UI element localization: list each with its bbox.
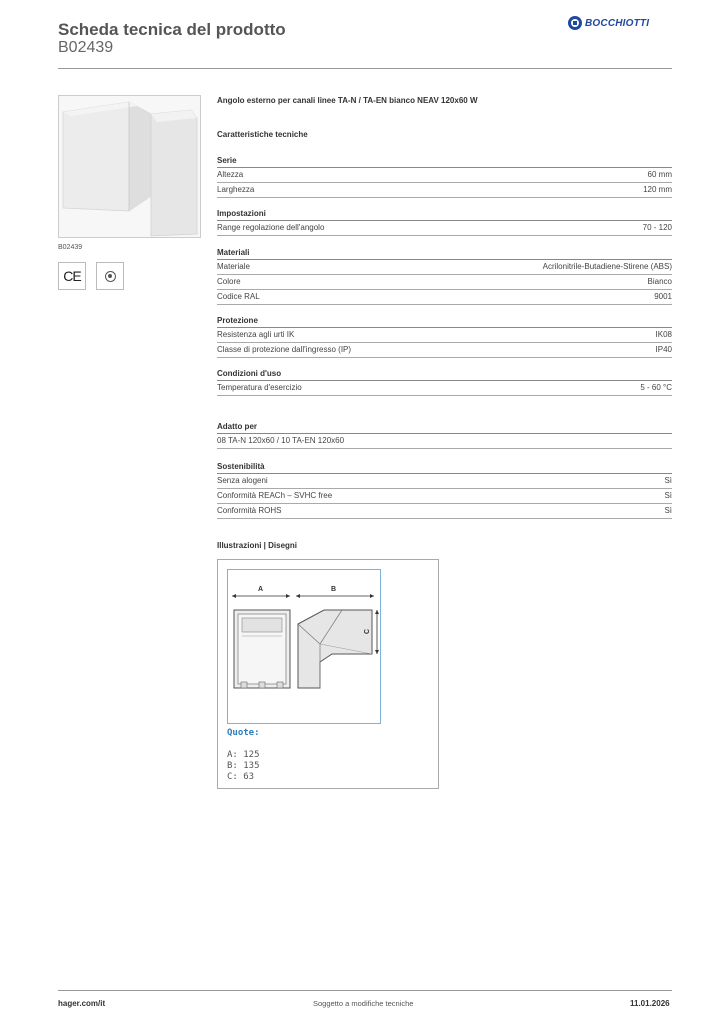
- corner-duct-photo: [58, 95, 201, 238]
- logo-text: BOCCHIOTTI: [585, 17, 650, 29]
- imq-mark-icon: [105, 271, 116, 282]
- spec-label: Classe di protezione dall'ingresso (IP): [217, 345, 352, 354]
- corner-duct-photo-icon: [59, 96, 200, 237]
- quote-line: A: 125: [227, 750, 260, 760]
- illustrations-heading: Illustrazioni | Disegni: [217, 541, 298, 550]
- bocchiotti-logo-icon: [568, 16, 582, 30]
- spec-value: IK08: [655, 330, 672, 339]
- spec-row: [217, 381, 672, 396]
- dimension-label-a: A: [258, 586, 264, 593]
- ce-certification: [58, 262, 86, 290]
- group-serie: [217, 154, 672, 198]
- footer-note: Soggetto a modifiche tecniche: [313, 999, 414, 1008]
- spec-row: [217, 504, 672, 519]
- illustration-frame: [217, 559, 439, 789]
- spec-value: Sì: [664, 476, 672, 485]
- spec-row: [217, 183, 672, 198]
- spec-row: [217, 260, 672, 275]
- spec-row: [217, 221, 672, 236]
- spec-value: Bianco: [647, 277, 672, 286]
- quote-title: Quote:: [227, 728, 260, 738]
- spec-value: Sì: [664, 491, 672, 500]
- spec-label: Materiale: [217, 262, 250, 271]
- spec-value: IP40: [655, 345, 672, 354]
- spec-label: Temperatura d'esercizio: [217, 383, 302, 392]
- spec-label: Resistenza agli urti IK: [217, 330, 295, 339]
- spec-value: 9001: [654, 292, 672, 301]
- photo-caption: B02439: [58, 244, 83, 251]
- group-title: Adatto per: [217, 420, 672, 434]
- quote-line: C: 63: [227, 772, 255, 782]
- spec-value: 70 - 120: [642, 223, 672, 232]
- group-materiali: [217, 246, 672, 305]
- spec-label: Senza alogeni: [217, 476, 268, 485]
- spec-row: [217, 168, 672, 183]
- spec-row: [217, 434, 672, 449]
- spec-label: Larghezza: [217, 185, 255, 194]
- footer-website: hager.com/it: [58, 999, 106, 1008]
- spec-row: [217, 474, 672, 489]
- group-title: Materiali: [217, 246, 672, 260]
- spec-label: 08 TA-N 120x60 / 10 TA-EN 120x60: [217, 436, 345, 445]
- dimension-label-c: C: [364, 628, 372, 635]
- tech-heading: Caratteristiche tecniche: [217, 130, 308, 139]
- spec-value: Acrilonitrile-Butadiene-Stirene (ABS): [542, 262, 672, 271]
- technical-drawing-icon: [228, 570, 380, 723]
- product-description: Angolo esterno per canali linee TA-N / TA-EN bianco NEAV 120x60 W: [217, 96, 478, 105]
- group-adatto-per: [217, 420, 672, 449]
- spec-label: Altezza: [217, 170, 244, 179]
- group-title: Condizioni d'uso: [217, 367, 672, 381]
- dimension-drawing: [227, 569, 381, 724]
- spec-row: [217, 290, 672, 305]
- spec-row: [217, 489, 672, 504]
- group-title: Sostenibilità: [217, 460, 672, 474]
- group-protezione: [217, 314, 672, 358]
- header-divider: [58, 68, 672, 69]
- group-condizioni: [217, 367, 672, 396]
- spec-value: 5 - 60 °C: [640, 383, 672, 392]
- spec-label: Range regolazione dell'angolo: [217, 223, 325, 232]
- spec-value: 60 mm: [647, 170, 672, 179]
- dimension-label-b: B: [331, 586, 337, 593]
- spec-row: [217, 275, 672, 290]
- spec-value: 120 mm: [643, 185, 672, 194]
- product-code: B02439: [58, 39, 114, 56]
- group-title: Impostazioni: [217, 207, 672, 221]
- footer-date: 11.01.2026: [630, 999, 670, 1008]
- spec-value: Sì: [664, 506, 672, 515]
- page-title: Scheda tecnica del prodotto: [58, 20, 286, 39]
- spec-row: [217, 328, 672, 343]
- spec-row: [217, 343, 672, 358]
- group-sostenibilita: [217, 460, 672, 519]
- spec-label: Conformità ROHS: [217, 506, 282, 515]
- spec-label: Codice RAL: [217, 292, 260, 301]
- group-impostazioni: [217, 207, 672, 236]
- brand-logo: [568, 16, 649, 30]
- quote-line: B: 135: [227, 761, 260, 771]
- spec-label: Colore: [217, 277, 241, 286]
- group-title: Protezione: [217, 314, 672, 328]
- ce-mark-icon: CE: [63, 268, 81, 284]
- spec-label: Conformità REACh – SVHC free: [217, 491, 333, 500]
- group-title: Serie: [217, 154, 672, 168]
- footer-divider: [58, 990, 672, 991]
- imq-certification: [96, 262, 124, 290]
